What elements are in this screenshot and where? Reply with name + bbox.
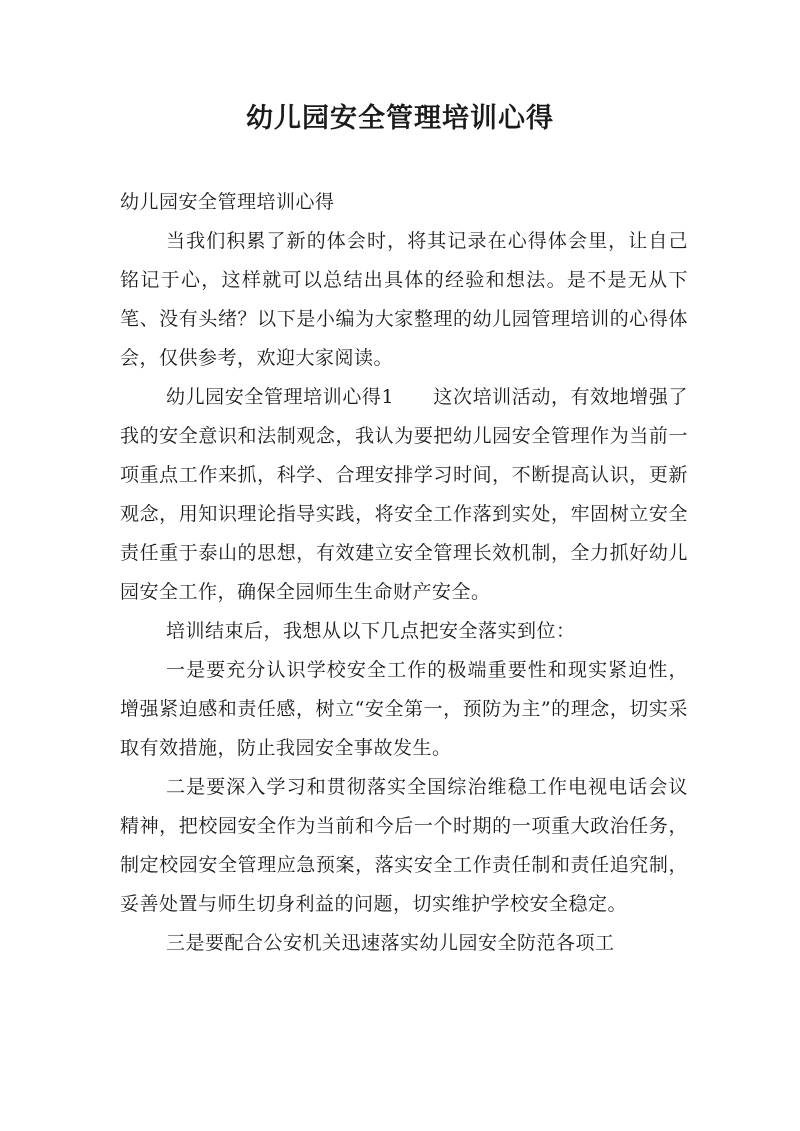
- paragraph-after-training: 培训结束后，我想从以下几点把安全落实到位：: [166, 620, 576, 642]
- document-subtitle: 幼儿园安全管理培训心得: [120, 191, 335, 213]
- paragraph-point-two: 二是要深入学习和贯彻落实全国综治维稳工作电视电话会议精神，把校园安全作为当前和今后一个时期的一项重大政治任务，制定校园安全管理应急预案，落实安全工作责任制和责任追究制，妥善处置与师生切身利益的问题，切实维护学校安全稳定。: [120, 776, 688, 915]
- paragraph-point-three: 三是要配合公安机关迅速落实幼儿园安全防范各项工: [166, 932, 615, 954]
- paragraph-point-one: 一是要充分认识学校安全工作的极端重要性和现实紧迫性，增强紧迫感和责任感，树立“安全第一，预防为主”的理念，切实采取有效措施，防止我园安全事故发生。: [120, 659, 688, 759]
- paragraph-experience-1: 幼儿园安全管理培训心得1 这次培训活动，有效地增强了我的安全意识和法制观念，我认为要把幼儿园安全管理作为当前一项重点工作来抓，科学、合理安排学习时间，不断提高认识，更新观念，用知识理论指导实践，将安全工作落到实处，牢固树立安全责任重于泰山的思想，有效建立安全管理长效机制，全力抓好幼儿园安全工作，确保全园师生生命财产安全。: [120, 386, 688, 603]
- paragraph-intro: 当我们积累了新的体会时，将其记录在心得体会里，让自己铭记于心，这样就可以总结出具体的经验和想法。是不是无从下笔、没有头绪？以下是小编为大家整理的幼儿园管理培训的心得体会，仅供参考，欢迎大家阅读。: [120, 230, 688, 369]
- page-title: 幼儿园安全管理培训心得: [246, 103, 554, 134]
- document-body: [120, 183, 688, 963]
